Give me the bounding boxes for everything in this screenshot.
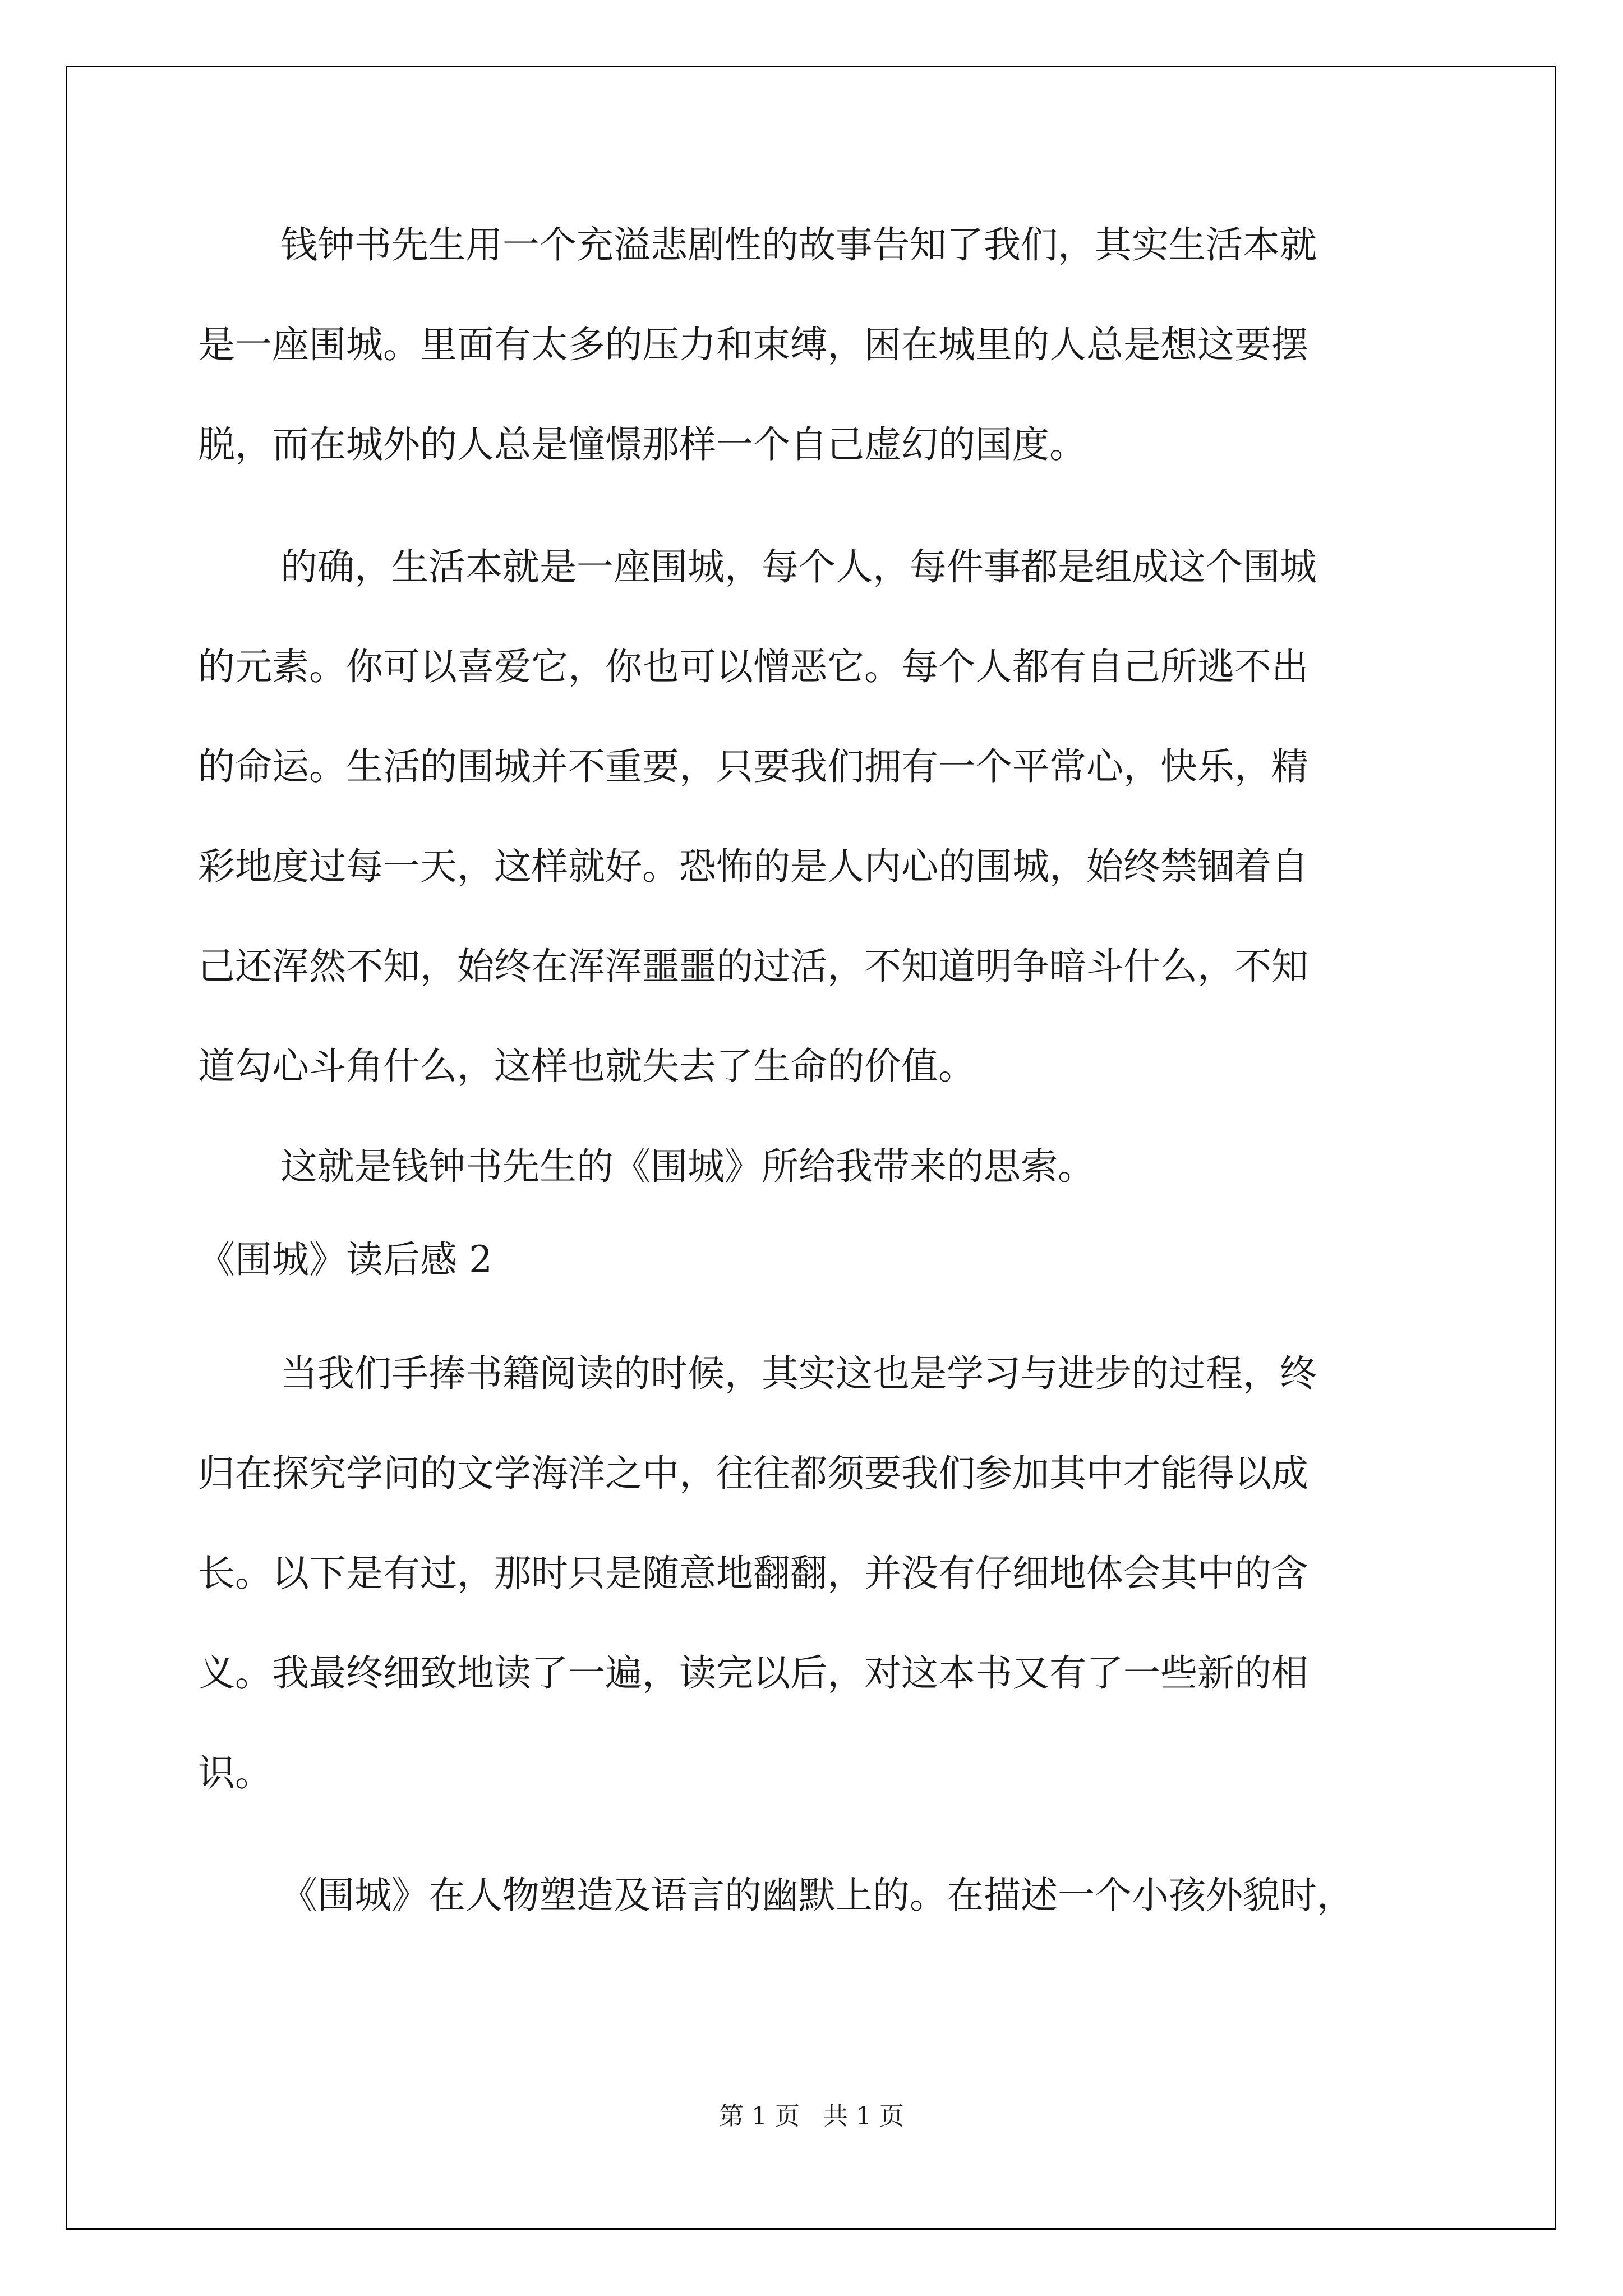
paragraph-line: 当我们手捧书籍阅读的时候，其实这也是学习与进步的过程，终	[280, 1352, 1317, 1395]
paragraph-line: 的确，生活本就是一座围城，每个人，每件事都是组成这个围城	[280, 545, 1317, 588]
paragraph-line: 的元素。你可以喜爱它，你也可以憎恶它。每个人都有自己所逃不出	[198, 645, 1308, 688]
page-total: 共 1 页	[823, 2102, 904, 2131]
paragraph-line: 归在探究学问的文学海洋之中，往往都须要我们参加其中才能得以成	[198, 1452, 1308, 1495]
paragraph-line: 识。	[198, 1751, 272, 1795]
paragraph-line: 道勾心斗角什么，这样也就失去了生命的价值。	[198, 1045, 975, 1088]
paragraph-line: 这就是钱钟书先生的《围城》所给我带来的思索。	[280, 1145, 1095, 1188]
paragraph-line: 是一座围城。里面有太多的压力和束缚，困在城里的人总是想这要摆	[198, 323, 1308, 366]
paragraph-line: 义。我最终细致地读了一遍，读完以后，对这本书又有了一些新的相	[198, 1651, 1308, 1695]
paragraph-line: 彩地度过每一天，这样就好。恐怖的是人内心的围城，始终禁锢着自	[198, 845, 1308, 888]
page-footer	[0, 2100, 1623, 2133]
paragraph-line: 的命运。生活的围城并不重要，只要我们拥有一个平常心，快乐，精	[198, 745, 1308, 788]
paragraph-line: 脱，而在城外的人总是憧憬那样一个自己虚幻的国度。	[198, 423, 1086, 466]
paragraph-line: 长。以下是有过，那时只是随意地翻翻，并没有仔细地体会其中的含	[198, 1552, 1308, 1595]
page-number: 第 1 页	[719, 2102, 800, 2131]
paragraph-line: 己还浑然不知，始终在浑浑噩噩的过活，不知道明争暗斗什么，不知	[198, 945, 1308, 988]
paragraph-line: 《围城》在人物塑造及语言的幽默上的。在描述一个小孩外貌时，	[280, 1874, 1354, 1917]
paragraph-line: 钱钟书先生用一个充溢悲剧性的故事告知了我们，其实生活本就	[280, 223, 1317, 266]
section-heading: 《围城》读后感 2	[198, 1238, 492, 1281]
